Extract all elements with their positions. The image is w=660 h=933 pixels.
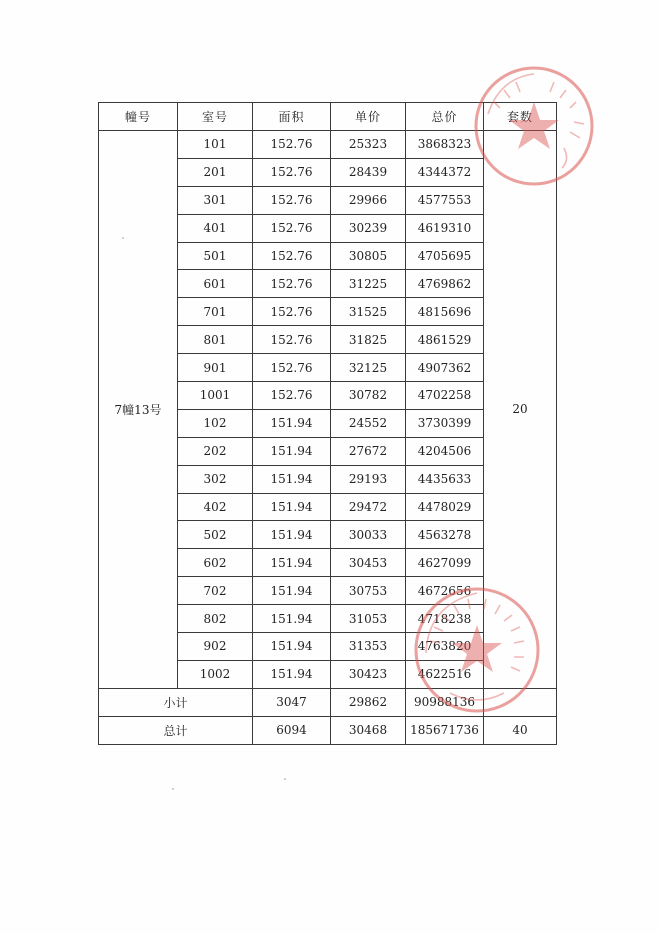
area-cell: 151.94 [253, 660, 331, 688]
room-cell: 1002 [178, 660, 253, 688]
unit-price-cell: 30239 [331, 214, 406, 242]
unit-price-cell: 31053 [331, 605, 406, 633]
room-cell: 302 [178, 465, 253, 493]
subtotal-total-price: 90988136 [406, 688, 484, 716]
total-price-cell: 4763820 [406, 633, 484, 661]
unit-price-cell: 30453 [331, 549, 406, 577]
unit-price-cell: 31825 [331, 326, 406, 354]
unit-price-cell: 31353 [331, 633, 406, 661]
unit-price-cell: 29966 [331, 186, 406, 214]
room-cell: 602 [178, 549, 253, 577]
header-area: 面积 [253, 103, 331, 131]
area-cell: 151.94 [253, 605, 331, 633]
total-price-cell: 4435633 [406, 465, 484, 493]
table-body [99, 131, 557, 689]
total-price-cell: 4702258 [406, 382, 484, 410]
total-price-cell: 4344372 [406, 158, 484, 186]
total-price-cell: 4622516 [406, 660, 484, 688]
header-room: 室号 [178, 103, 253, 131]
room-cell: 601 [178, 270, 253, 298]
room-cell: 501 [178, 242, 253, 270]
header-total-price: 总价 [406, 103, 484, 131]
total-price-cell: 4627099 [406, 549, 484, 577]
header-count: 套数 [484, 103, 557, 131]
unit-price-cell: 27672 [331, 437, 406, 465]
header-building: 幢号 [99, 103, 178, 131]
unit-price-cell: 28439 [331, 158, 406, 186]
unit-price-cell: 29472 [331, 493, 406, 521]
total-price-cell: 3730399 [406, 409, 484, 437]
unit-price-cell: 24552 [331, 409, 406, 437]
unit-price-cell: 31525 [331, 298, 406, 326]
price-list-table [98, 102, 557, 745]
room-cell: 901 [178, 354, 253, 382]
table-header-row [99, 103, 557, 131]
area-cell: 152.76 [253, 298, 331, 326]
room-cell: 1001 [178, 382, 253, 410]
unit-price-cell: 30753 [331, 577, 406, 605]
subtotal-label: 小计 [99, 688, 253, 716]
area-cell: 152.76 [253, 382, 331, 410]
area-cell: 152.76 [253, 270, 331, 298]
unit-price-cell: 30782 [331, 382, 406, 410]
area-cell: 152.76 [253, 131, 331, 159]
room-cell: 402 [178, 493, 253, 521]
room-cell: 802 [178, 605, 253, 633]
unit-price-cell: 30423 [331, 660, 406, 688]
scan-speck [172, 788, 174, 790]
room-cell: 902 [178, 633, 253, 661]
scan-speck [284, 778, 286, 780]
grand-total-row [99, 716, 557, 744]
grand-total-area: 6094 [253, 716, 331, 744]
area-cell: 151.94 [253, 577, 331, 605]
subtotal-unit-price: 29862 [331, 688, 406, 716]
total-price-cell: 4563278 [406, 521, 484, 549]
subtotal-row [99, 688, 557, 716]
total-price-cell: 4769862 [406, 270, 484, 298]
total-price-cell: 4705695 [406, 242, 484, 270]
area-cell: 152.76 [253, 186, 331, 214]
area-cell: 151.94 [253, 633, 331, 661]
grand-total-count: 40 [484, 716, 557, 744]
total-price-cell: 4718238 [406, 605, 484, 633]
area-cell: 151.94 [253, 549, 331, 577]
room-cell: 502 [178, 521, 253, 549]
area-cell: 151.94 [253, 465, 331, 493]
room-cell: 201 [178, 158, 253, 186]
unit-price-cell: 31225 [331, 270, 406, 298]
area-cell: 152.76 [253, 214, 331, 242]
total-price-cell: 4861529 [406, 326, 484, 354]
subtotal-area: 3047 [253, 688, 331, 716]
area-cell: 151.94 [253, 493, 331, 521]
unit-count-cell: 20 [484, 131, 557, 689]
area-cell: 152.76 [253, 242, 331, 270]
room-cell: 301 [178, 186, 253, 214]
area-cell: 151.94 [253, 521, 331, 549]
total-price-cell: 4619310 [406, 214, 484, 242]
unit-price-cell: 30033 [331, 521, 406, 549]
area-cell: 152.76 [253, 158, 331, 186]
grand-total-unit-price: 30468 [331, 716, 406, 744]
scan-speck [122, 237, 124, 239]
total-price-cell: 4907362 [406, 354, 484, 382]
unit-price-cell: 29193 [331, 465, 406, 493]
total-price-cell: 4478029 [406, 493, 484, 521]
grand-total-label: 总计 [99, 716, 253, 744]
building-cell: 7幢13号 [99, 131, 178, 689]
area-cell: 151.94 [253, 437, 331, 465]
area-cell: 152.76 [253, 326, 331, 354]
total-price-cell: 4577553 [406, 186, 484, 214]
room-cell: 102 [178, 409, 253, 437]
room-cell: 801 [178, 326, 253, 354]
unit-price-cell: 30805 [331, 242, 406, 270]
room-cell: 702 [178, 577, 253, 605]
total-price-cell: 4672656 [406, 577, 484, 605]
total-price-cell: 4204506 [406, 437, 484, 465]
area-cell: 151.94 [253, 409, 331, 437]
room-cell: 401 [178, 214, 253, 242]
subtotal-count [484, 688, 557, 716]
total-price-cell: 3868323 [406, 131, 484, 159]
unit-price-cell: 32125 [331, 354, 406, 382]
grand-total-total-price: 185671736 [406, 716, 484, 744]
header-unit-price: 单价 [331, 103, 406, 131]
table-row [99, 131, 557, 159]
room-cell: 202 [178, 437, 253, 465]
room-cell: 701 [178, 298, 253, 326]
unit-price-cell: 25323 [331, 131, 406, 159]
room-cell: 101 [178, 131, 253, 159]
area-cell: 152.76 [253, 354, 331, 382]
total-price-cell: 4815696 [406, 298, 484, 326]
